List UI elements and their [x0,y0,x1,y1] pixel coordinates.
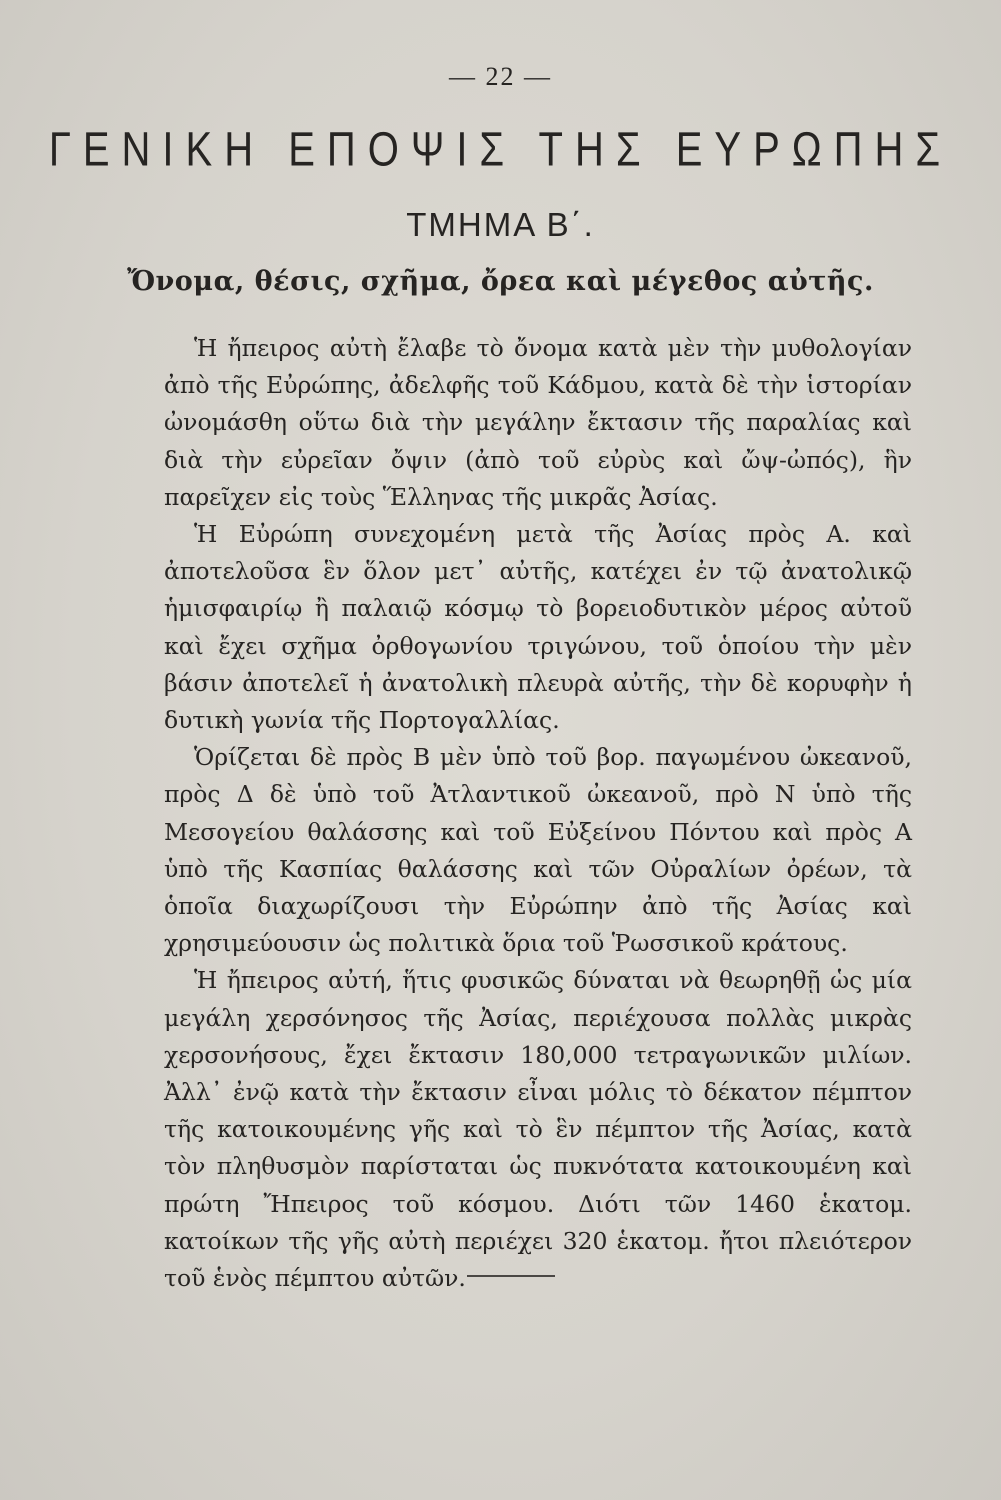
paragraph: Ὁρίζεται δὲ πρὸς Β μὲν ὑπὸ τοῦ βορ. παγωμένου ὠκεανοῦ, πρὸς Δ δὲ ὑπὸ τοῦ Ἀτλαντικοῦ ὠκεανοῦ, πρὸ Ν ὑπὸ τῆς Μεσογείου θαλάσσης καὶ τοῦ Εὐξείνου Πόντου καὶ πρὸς Α ὑπὸ τῆς Κασπίας θαλάσσης καὶ τῶν Οὐραλίων ὀρέων, τὰ ὁποῖα διαχωρίζουσι τὴν Εὐρώπην ἀπὸ τῆς Ἀσίας καὶ χρησιμεύουσιν ὡς πολιτικὰ ὅρια τοῦ Ῥωσσικοῦ κράτους. [164,743,912,958]
page-number: — 22 — [449,62,552,91]
closing-rule [467,1275,555,1277]
chapter-title: ΓΕΝΙΚΗ ΕΠΟΨΙΣ ΤΗΣ ΕΥΡΩΠΗΣ [48,123,953,177]
section-title: ΤΜΗΜΑ Β΄. [406,206,595,243]
paragraph: Ἡ Εὐρώπη συνεχομένη μετὰ τῆς Ἀσίας πρὸς Α. καὶ ἀποτελοῦσα ἓν ὅλον μετ᾽ αὐτῆς, κατέχει ἐν τῷ ἀνατολικῷ ἡμισφαιρίῳ ἢ παλαιῷ κόσμῳ τὸ βορειοδυτικὸν μέρος αὐτοῦ καὶ ἔχει σχῆμα ὀρθογωνίου τριγώνου, τοῦ ὁποίου τὴν μὲν βάσιν ἀποτελεῖ ἡ ἀνατολικὴ πλευρὰ αὐτῆς, τὴν δὲ κορυφὴν ἡ δυτικὴ γωνία τῆς Πορτογαλλίας. [164,520,912,735]
body-text [164,330,912,1297]
section-subtitle: Ὄνομα, θέσις, σχῆμα, ὄρεα καὶ μέγεθος αὐτῆς. [127,266,874,297]
paragraph: Ἡ ἤπειρος αὐτὴ ἔλαβε τὸ ὄνομα κατὰ μὲν τὴν μυθολογίαν ἀπὸ τῆς Εὐρώπης, ἀδελφῆς τοῦ Κάδμου, κατὰ δὲ τὴν ἱστορίαν ὠνομάσθη οὕτω διὰ τὴν μεγάλην ἔκτασιν τῆς παραλίας καὶ διὰ τὴν εὐρεῖαν ὄψιν (ἀπὸ τοῦ εὐρὺς καὶ ὤψ-ὠπός), ἣν παρεῖχεν εἰς τοὺς Ἕλληνας τῆς μικρᾶς Ἀσίας. [164,334,912,511]
paragraph: Ἡ ἤπειρος αὐτή, ἥτις φυσικῶς δύναται νὰ θεωρηθῇ ὡς μία μεγάλη χερσόνησος τῆς Ἀσίας, περιέχουσα πολλὰς μικρὰς χερσονήσους, ἔχει ἔκτασιν 180,000 τετραγωνικῶν μιλίων. Ἀλλ᾽ ἐνῷ κατὰ τὴν ἔκτασιν εἶναι μόλις τὸ δέκατον πέμπτον τῆς κατοικουμένης γῆς καὶ τὸ ἓν πέμπτον τῆς Ἀσίας, κατὰ τὸν πληθυσμὸν παρίσταται ὡς πυκνότατα κατοικουμένη καὶ πρώτη Ἤπειρος τοῦ κόσμου. Διότι τῶν 1460 ἑκατομ. κατοίκων τῆς γῆς αὐτὴ περιέχει 320 ἑκατομ. ἤτοι πλειότερον τοῦ ἑνὸς πέμπτου αὐτῶν. [164,966,912,1293]
